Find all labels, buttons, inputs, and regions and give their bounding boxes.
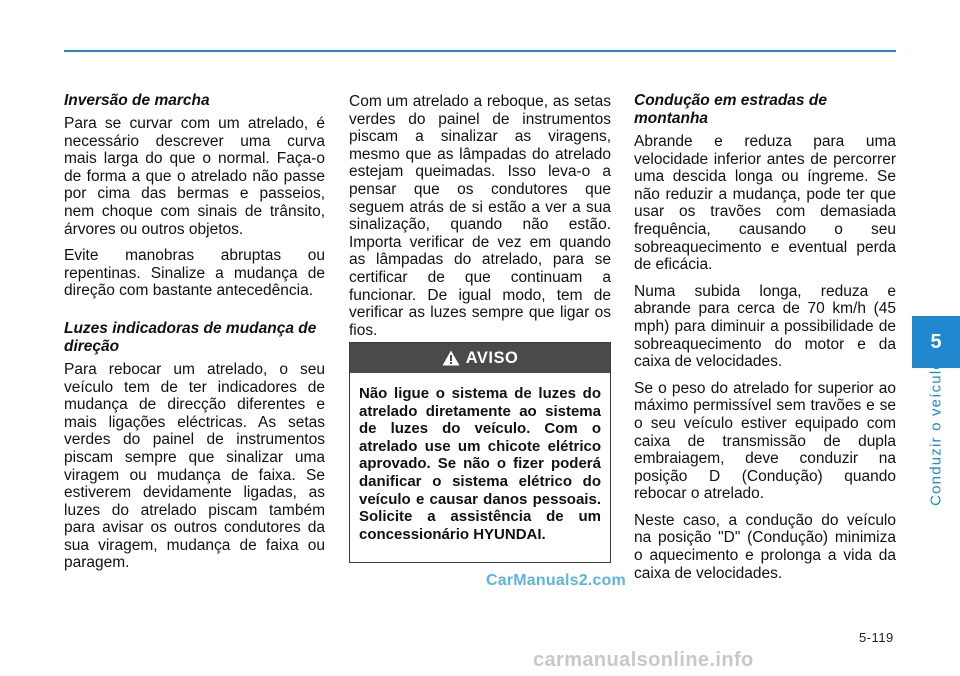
paragraph: Evite manobras abruptas ou repentinas. Sinalize a mudança de direção com bastante antecedência. (64, 247, 325, 300)
section-heading-turn-signals: Luzes indicadoras de mudança de direção (64, 319, 317, 355)
chapter-title: Conduzir o veículo (927, 360, 945, 506)
column-middle (349, 93, 611, 348)
warning-header (350, 343, 610, 373)
paragraph: Para rebocar um atrelado, o seu veículo tem de ter indicadores de mudança de direcção diferentes e mais ligações eléctricas. As setas verdes do painel de instrumentos piscam sempre que sinalizar uma viragem ou mudança de faixa. Se estiverem devidamente ligadas, as luzes do atrelado piscam também para avisar os outros condutores da sua viragem, mudança de faixa ou paragem. (64, 360, 325, 572)
warning-triangle-icon (442, 350, 460, 366)
page-number: 5-119 (859, 630, 894, 645)
paragraph: Se o peso do atrelado for superior ao máximo permissível sem travões e se o seu veículo estiver equipado com caixa de transmissão de dupla embraiagem, deve conduzir na posição D (Condução) quando rebocar o atrelado. (634, 379, 896, 503)
warning-box (349, 342, 611, 563)
watermark-bottom: carmanualsonline.info (533, 649, 754, 671)
section-heading-mountain-roads: Condução em estradas de montanha (634, 92, 827, 127)
paragraph: Numa subida longa, reduza e abrande para cerca de 70 km/h (45 mph) para diminuir a possibilidade de sobreaquecimento do motor e da caixa de velocidades. (634, 282, 896, 371)
watermark-top: CarManuals2.com (486, 572, 626, 589)
paragraph: Neste caso, a condução do veículo na posição "D" (Condução) minimiza o aquecimento e prolonga a vida da caixa de velocidades. (634, 511, 896, 582)
header-rule (64, 50, 896, 52)
section-heading-reversing: Inversão de marcha (64, 92, 210, 109)
paragraph: Com um atrelado a reboque, as setas verdes do painel de instrumentos piscam a sinalizar as viragens, mesmo que as lâmpadas do atrelado estejam queimadas. Isso leva-o a pensar que os condutores que seguem atrás de si estão a ver a sua sinalização, quando não estão. Importa verificar de vez em quando as lâmpadas do atrelado, para se certificar de que continuam a funcionar. De igual modo, tem de verificar as luzes sempre que ligar os fios. (349, 93, 611, 339)
column-right (634, 92, 896, 591)
paragraph: Abrande e reduza para uma velocidade inferior antes de percorrer uma descida longa ou íngreme. Se não reduzir a mudança, pode ter que usar os travões com demasiada frequência, causando o seu sobreaquecimento e eventual perda de eficácia. (634, 133, 896, 274)
paragraph: Para se curvar com um atrelado, é necessário descrever uma curva mais larga do que o normal. Faça-o de forma a que o atrelado não passe por cima das bermas e passeios, nem choque com sinais de trânsito, árvores ou outros objetos. (64, 115, 325, 238)
warning-text: Não ligue o sistema de luzes do atrelado diretamente ao sistema de luzes do veículo. Com o atrelado use um chicote elétrico aprovado. Se não o fizer poderá danificar o sistema elétrico do veículo e causar danos pessoais. Solicite a assistência de um concessionário HYUNDAI. (359, 385, 601, 543)
column-left (64, 92, 325, 581)
chapter-number-tab: 5 (912, 316, 960, 368)
warning-title: AVISO (465, 348, 519, 367)
